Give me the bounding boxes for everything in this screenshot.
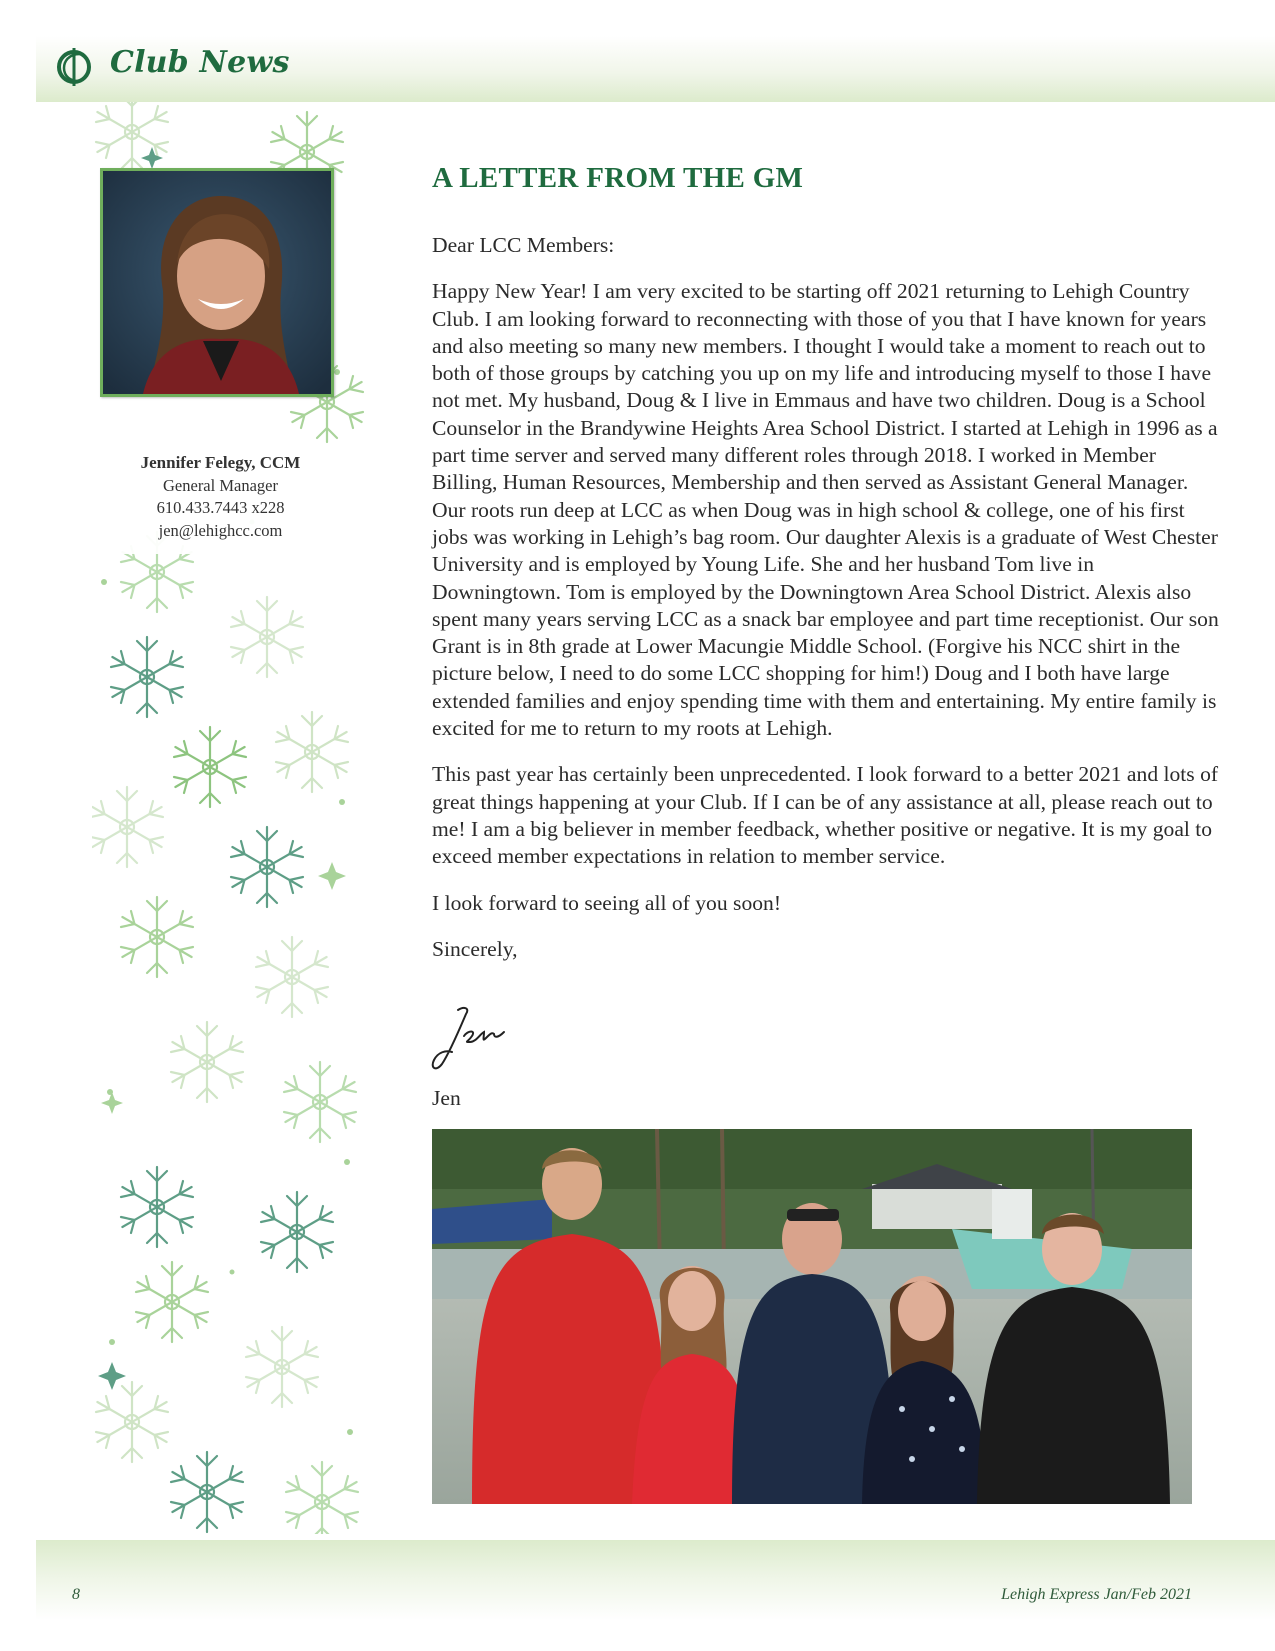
- contact-name: Jennifer Felegy, CCM: [140, 453, 301, 472]
- letter-body: [432, 232, 1222, 982]
- letter-closing: Sincerely,: [432, 936, 518, 961]
- section-title: Club News: [110, 45, 290, 80]
- gm-portrait-photo: [100, 168, 334, 397]
- publication-name: Lehigh Express Jan/Feb 2021: [1001, 1586, 1192, 1603]
- letter-paragraph: I look forward to seeing all of you soon!: [432, 890, 782, 915]
- lcc-monogram-icon: [54, 42, 94, 92]
- signature: [428, 1002, 520, 1074]
- letter-greeting: Dear LCC Members:: [432, 233, 615, 257]
- contact-card: [57, 446, 384, 554]
- footer-band: [36, 1540, 1275, 1620]
- family-photo: [432, 1129, 1192, 1504]
- letter-title: A LETTER FROM THE GM: [432, 162, 804, 194]
- contact-email[interactable]: jen@lehighcc.com: [158, 520, 283, 540]
- letter-paragraph: Happy New Year! I am very excited to be starting off 2021 returning to Lehigh Country Club. I am looking forward to reconnecting with those of you that I have known for years and also meeting so many new members. I thought I would take a moment to reach out to both of those groups by catching you up on my life and introducing myself to those I have not met. My husband, Doug & I live in Emmaus and have two children. Doug is a School Counselor in the Brandywine Heights Area School District. I started at Lehigh in 1996 as a part time server and served many different roles through 2018. I worked in Member Billing, Human Resources, Membership and then served as Assistant General Manager. Our roots run deep at LCC as when Doug was in high school & college, one of his first jobs was working in Lehigh’s bag room. Our daughter Alexis is a graduate of West Chester University and is employed by Young Life. She and her husband Tom live in Downingtown. Tom is employed by the Downingtown Area School District. Alexis also spent many years serving LCC as a snack bar employee and part time receptionist. Our son Grant is in 8th grade at Lower Macungie Middle School. (Forgive his NCC shirt in the picture below, I need to do some LCC shopping for him!) Doug and I both have large extended families and enjoy spending time with them and entertaining. My entire family is excited for me to return to my roots at Lehigh.: [432, 279, 1219, 741]
- sign-name: Jen: [432, 1086, 461, 1110]
- contact-role: General Manager: [163, 475, 278, 495]
- letter-paragraph: This past year has certainly been unprecedented. I look forward to a better 2021 and lots of great things happening at your Club. If I can be of any assistance at all, please reach out to me! I am a big believer in member feedback, whether positive or negative. It is my goal to exceed member expectations in relation to member service.: [432, 762, 1219, 869]
- page-number: 8: [72, 1586, 80, 1603]
- contact-phone[interactable]: 610.433.7443 x228: [156, 498, 285, 517]
